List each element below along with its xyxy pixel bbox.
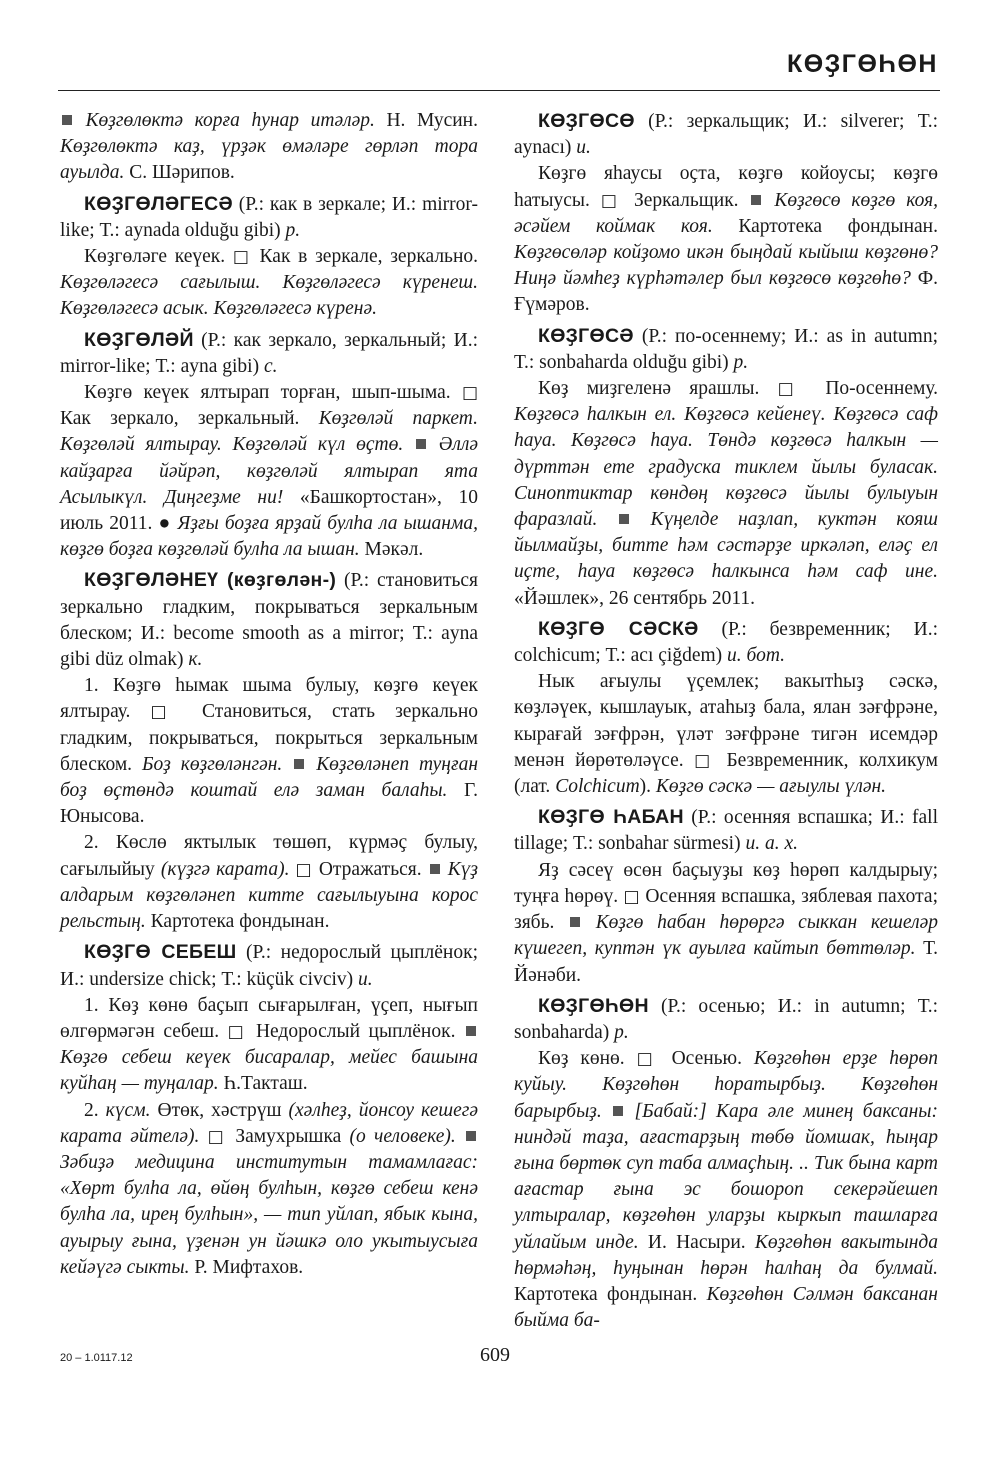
dictionary-entry (60, 327, 478, 564)
body-text: Өтөк, хәстрүш (150, 1099, 289, 1121)
body-text: «Йәшлек», 26 сентябрь 2011. (514, 587, 756, 609)
body-text: Көҙгө яһаусы оҫта, көҙгө койоусы; көҙгө һатыусы. (514, 163, 938, 211)
body-text: Картотека фондынан. (514, 1283, 707, 1305)
left-column (60, 108, 478, 1285)
body-text: Нык ағыулы үҫемлек; вакытһыҙ сәскә, көҙләүек, кышлауык, атаһыҙ бала, ялан зәғфрәне, кырағай зәғфрән, үләт зәғфрәне тигән исемдәр менән йөрөтөләүсе. (514, 671, 938, 771)
headword: КӨҘГӨЛӘЙ (84, 328, 194, 351)
italic-text: р. (614, 1021, 629, 1043)
dictionary-entry (60, 191, 478, 323)
body-text: (Р.: осенью; И.: in autumn; Т.: sonbaharda) (514, 995, 938, 1043)
italic-text: (күҙгә карата). (160, 858, 290, 880)
entry-paragraph (60, 191, 478, 244)
body-text: 1. Көҙгө һымак шыма булыу, көҙгө кеүек ялтырау. (60, 675, 478, 723)
entry-paragraph (514, 1046, 938, 1334)
entry-paragraph (514, 669, 938, 800)
dictionary-entry (60, 108, 478, 187)
dictionary-entry (60, 567, 478, 935)
body-text (199, 1126, 207, 1147)
entry-paragraph (60, 567, 478, 673)
body-text (403, 434, 414, 455)
italic-text: күсм. (105, 1099, 151, 1121)
italic-text: Зәбиҙә медицина институтын тамамлағас: «Хөрт булһа ла, өйөң булһын, көҙгө себеш кенә булһа ла, ирең булһын», — тип уйлап, ябык кына, ауырыу ғына, үҙенән ун йәшкә оло укытыусыға кейәүгә сыкты. (60, 1151, 478, 1278)
page-number: 609 (480, 1344, 510, 1366)
body-text: (Р.: осенняя вспашка; И.: fall tillage; Т.: sonbahar sürmesi) (514, 807, 938, 855)
headword: КӨҘГӨЛӘГЕСӘ (84, 192, 233, 215)
translation-marker-icon: □ (207, 1126, 228, 1147)
italic-text: Күңелде наҙлап, куктән кояш йылмайҙы, битте һәм сәстәрҙе иркәләп, еләҫ ел иҫте, һауа көҙгөсә һалкынса һәм саф ине. (514, 509, 938, 583)
translation-marker-icon: □ (600, 190, 623, 211)
body-text: Т. Йәнәби. (514, 938, 938, 986)
translation-marker-icon: □ (150, 702, 182, 723)
entry-paragraph (60, 244, 478, 323)
entry-paragraph (514, 616, 938, 669)
translation-marker-icon: □ (295, 859, 313, 880)
body-text: Г. Юнысова. (60, 780, 478, 828)
header-rule (58, 90, 940, 91)
body-text: Көҙ көнө. (538, 1048, 637, 1070)
headword: КӨҘГӨСӘ (538, 324, 634, 347)
italic-text: и. а. х. (745, 833, 798, 855)
translation-marker-icon: □ (227, 1021, 248, 1042)
body-text: По-осеннему. (807, 378, 938, 400)
example-marker-icon (416, 439, 426, 449)
italic-text: Көҙгөлөктә корға һунар итәләр. (74, 110, 375, 131)
translation-marker-icon: □ (623, 886, 641, 907)
italic-text: Көҙгөсөләр койҙомо икән быңдай кыйыш көҙгөнө? Ниңә йәмһеҙ күрһәтәлер был көҙгөсө көҙгөһө? (514, 242, 938, 290)
dictionary-entry (514, 804, 938, 988)
example-marker-icon (570, 917, 580, 927)
entry-paragraph (60, 1098, 478, 1281)
body-text: Картотека фондынан. (712, 215, 938, 237)
entry-paragraph (60, 673, 478, 830)
example-marker-icon (430, 864, 440, 874)
italic-text: (о человеке). (349, 1125, 456, 1147)
entry-paragraph (60, 108, 478, 187)
headword: КӨҘГӨ СЕБЕШ (84, 941, 237, 964)
entry-paragraph (514, 108, 938, 161)
entry-paragraph (60, 380, 478, 563)
example-marker-icon (466, 1026, 476, 1036)
body-text: Становиться, стать зеркально гладким, покрываться, покрыться зеркальным блеском. (60, 701, 478, 775)
italic-text: и. (576, 137, 591, 159)
body-text: 2. (84, 1099, 106, 1121)
italic-text: Көҙгөләнеп туңған боҙ өҫтөндә коштай елә заман балаһы. (60, 753, 479, 802)
body-text: (Р.: как в зеркале; И.: mirror-like; Т.: aynada olduğu gibi) (60, 193, 478, 241)
running-head: КӨҘГӨҺӨН (786, 50, 938, 78)
headword: КӨҘГӨ ҺАБАН (538, 806, 684, 829)
headword: КӨҘГӨЛӘНЕҮ (көҙгөлән-) (84, 569, 337, 592)
example-marker-icon (62, 115, 72, 125)
example-marker-icon (613, 1106, 623, 1116)
entry-paragraph (60, 830, 478, 935)
body-text (597, 509, 617, 530)
italic-text: Көҙгөсә һалкын ел. Көҙгөсә кейенеү. Көҙгөсә саф һауа. Көҙгөсә һауа. Төндә көҙгөсә һалкын — дүрттән ете градуска тиклем йылы буласак. Синоптиктар көндөң көҙгөсә йылы булыуын фаразлай. (514, 404, 938, 531)
entry-paragraph (60, 327, 478, 380)
italic-text: и. бот. (727, 645, 786, 667)
dictionary-entry (514, 108, 938, 319)
body-text: И. Насыри. (638, 1231, 755, 1253)
example-marker-icon (619, 514, 629, 524)
body-text: Безвременник, колхикум (лат. (514, 749, 938, 798)
body-text: (Р.: становиться зеркально гладким, покрываться зеркальным блеском; И.: become smooth as a mirror; Т.: ayna gibi düz olmak) (60, 570, 478, 671)
body-text: (Р.: зеркальщик; И.: silverer; Т.: aynacı) (514, 111, 938, 159)
body-text: Замухрышка (227, 1125, 350, 1147)
italic-text: и. (358, 968, 373, 990)
entry-paragraph (514, 858, 938, 989)
body-text (602, 1101, 611, 1122)
italic-text: Көҙгө һабан һөрөргә сыккан кешеләр күшегеп, куптән үк ауылға кайтып бөттөләр. (514, 912, 938, 960)
body-text (282, 754, 292, 775)
italic-text: [Бабай:] Кара әле минең баксаны: ниндәй таҙа, ағастарҙың төбө йомшак, һыңар ғына бөртөк суп таба алмаҫһың. .. Тик бына карт ағастар ғына эс бошороп секерәйешеп ултыралар, көҙгөһөн уларҙы кыркып ташларға уйлайым инде. (514, 1100, 939, 1253)
body-text: (Р.: недорослый цыплёнок; И.: undersize chick; Т.: küçük civciv) (60, 942, 478, 990)
body-text: Зеркальщик. (623, 189, 750, 211)
italic-text: Яҙғы боҙға ярҙай булһа ла ышанма, көҙгө боҙға көҙгөләй булһа ла ышан. (60, 513, 478, 561)
headword: КӨҘГӨҺӨН (538, 994, 649, 1017)
italic-text: Әллә кайҙарға йәйрәп, көҙгөләй ялтырап ята Асылыкүл. Диңгеҙме ни! (60, 434, 478, 508)
body-text: (Р.: безвременник; И.: colchicum; Т.: acı çiğdem) (514, 618, 938, 667)
dictionary-entry (60, 939, 478, 1281)
italic-text: Көҙгөһөн Сәлмән баксанан быйма ба- (514, 1283, 938, 1332)
example-marker-icon (466, 1131, 476, 1141)
body-text: С. Шәрипов. (124, 162, 235, 184)
italic-text: с. (263, 355, 278, 377)
body-text: ). (639, 776, 656, 798)
body-text: Көҙ миҙгеленә ярашлы. (538, 378, 778, 400)
translation-marker-icon: □ (232, 247, 252, 268)
body-text: Отражаться. (312, 858, 428, 880)
body-text (456, 1126, 464, 1147)
body-text: (Р.: по-осеннему; И.: as in autumn; Т.: sonbaharda olduğu gibi) (514, 325, 938, 373)
italic-text: Боҙ көҙгөләнгән. (142, 753, 283, 775)
dictionary-entry (514, 323, 938, 612)
body-text: «Башкортостан», 10 июль 2011. ● (60, 486, 478, 535)
italic-text: Күҙ алдарым көҙгөләнеп китте сағылыуына корос рельстың. (60, 858, 479, 933)
example-marker-icon (751, 195, 761, 205)
body-text: Р. Мифтахов. (189, 1256, 304, 1278)
entry-paragraph (514, 993, 938, 1046)
body-text: 2. Көслө яктылык төшөп, күрмәҫ булыу, сағылыйыу (60, 832, 478, 880)
entry-paragraph (60, 993, 478, 1098)
body-text: Көҙгө кеүек ялтырап торған, шып-шыма. (84, 382, 462, 404)
translation-marker-icon: □ (461, 383, 478, 404)
entry-paragraph (514, 804, 938, 857)
italic-text: Көҙгөһөн вакытында һөрмәһәң, һуңынан һөрән һалһаң да булмай. (514, 1231, 939, 1279)
italic-text: Colchicum (555, 776, 640, 798)
italic-text: р. (733, 351, 749, 373)
italic-text: Көҙгөләй паркет. Көҙгөләй ялтырау. Көҙгөләй күл өҫтө. (60, 408, 478, 456)
italic-text: Көҙгөһөн ерҙе һөрөп куйыу. Көҙгөһөн һоратырбыҙ. Көҙгөһөн барырбыҙ. (514, 1048, 939, 1122)
body-text: Яҙ сәсеү өсөн баҫыуҙы көҙ һөрөп калдырыу; туңға һөрөү. (514, 859, 938, 907)
right-column (514, 108, 938, 1338)
italic-text: Көҙгөлөктә каҙ, үрҙәк өмәләре гөрләп тора ауылда. (60, 136, 478, 184)
italic-text: (хәлһеҙ, йонсоу кешегә карата әйтелә). (60, 1099, 478, 1147)
translation-marker-icon: □ (777, 379, 808, 400)
print-signature: 20 – 1.0117.12 (60, 1352, 133, 1364)
body-text: Осенняя вспашка, зяблевая пахота; зябь. (514, 885, 938, 934)
italic-text: р. (285, 219, 301, 241)
italic-text: к. (188, 649, 203, 671)
entry-paragraph (514, 323, 938, 376)
italic-text: Көҙгөләгесә сағылыш. Көҙгөләгесә күренеш. Көҙгөләгесә асык. Көҙгөләгесә күренә. (60, 272, 478, 320)
entry-paragraph (60, 939, 478, 992)
body-text: Картотека фондынан. (145, 911, 330, 933)
translation-marker-icon: □ (636, 1049, 660, 1070)
body-text: Көҙгөләге кеүек. (84, 246, 233, 268)
headword: КӨҘГӨ СӘСКӘ (538, 617, 699, 640)
body-text: Недорослый цыплёнок. (247, 1020, 465, 1042)
body-text: 1. Көҙ көнө баҫып сығарылған, үҫеп, нығып өлгөрмәгән себеш. (60, 994, 478, 1042)
body-text: Мәкәл. (359, 539, 424, 561)
headword: КӨҘГӨСӨ (538, 110, 635, 132)
body-text: Н. Мусин. (374, 110, 478, 131)
body-text: Как в зеркале, зеркально. (251, 246, 479, 268)
body-text: (Р.: как зеркало, зеркальный; И.: mirror-like; Т.: ayna gibi) (60, 329, 478, 377)
entry-paragraph (514, 161, 938, 318)
body-text: Һ.Такташ. (218, 1073, 308, 1095)
italic-text: Көҙгөсө көҙгө коя, әсәйем коймак коя. (514, 189, 939, 237)
italic-text: Көҙгө себеш кеүек бисаралар, мейес башына куйһаң — туңалар. (60, 1047, 478, 1095)
italic-text: Көҙгө сәскә — ағыулы үлән. (655, 776, 887, 798)
dictionary-entry (514, 616, 938, 800)
body-text: Ф. Ғүмәров. (514, 268, 938, 316)
entry-paragraph (514, 376, 938, 612)
example-marker-icon (294, 759, 304, 769)
translation-marker-icon: □ (694, 750, 716, 771)
body-text: Как зеркало, зеркальный. (60, 408, 319, 430)
body-text: Осенью. (659, 1048, 754, 1070)
dictionary-entry (514, 993, 938, 1335)
